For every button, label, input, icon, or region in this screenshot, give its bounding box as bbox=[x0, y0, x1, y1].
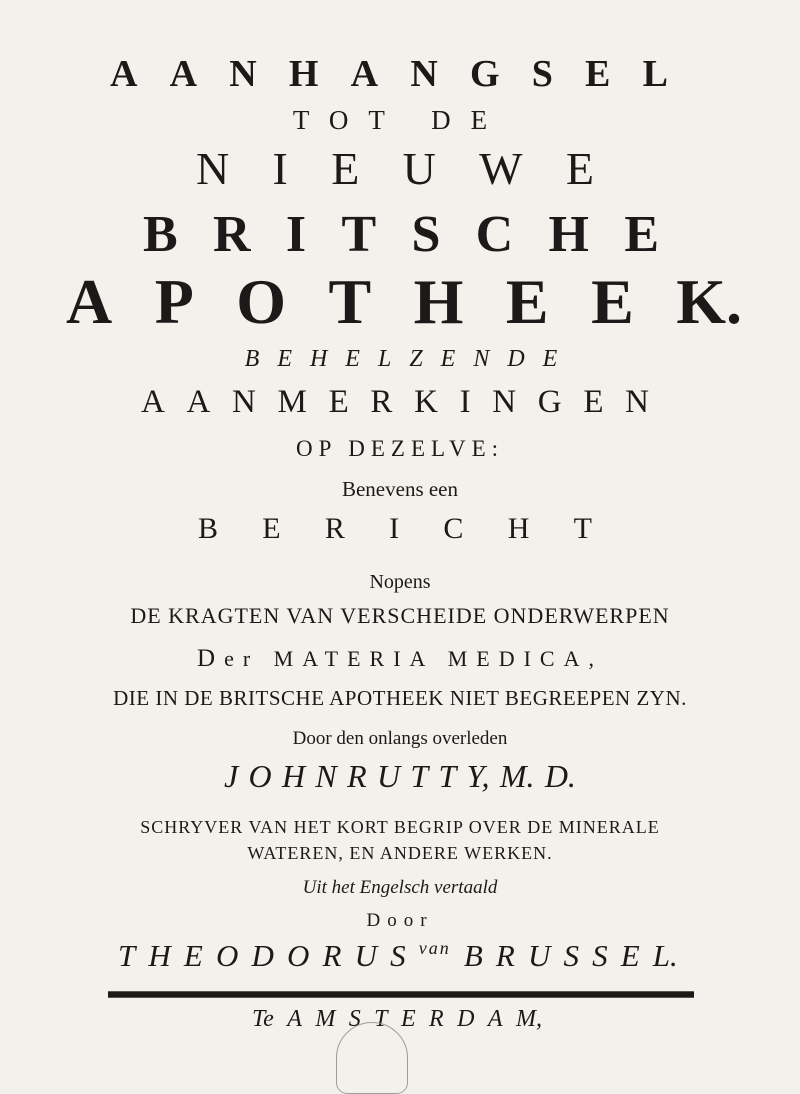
translator-last-letter: L. bbox=[652, 938, 678, 973]
translator-name bbox=[118, 938, 678, 974]
aanhangsel-letter: N bbox=[229, 53, 257, 95]
author-letter: R bbox=[347, 758, 367, 794]
translator-first-letter: U bbox=[354, 938, 377, 973]
translator-last-letter: R bbox=[495, 938, 515, 973]
imprint-place-letter: A bbox=[487, 1006, 503, 1032]
nieuwe-letter: W bbox=[479, 143, 523, 194]
translation-note: Uit het Engelsch vertaald bbox=[302, 877, 498, 898]
aanmerkingen-letter: A bbox=[186, 384, 211, 420]
apotheek-letter: T bbox=[328, 266, 372, 337]
imprint-place-letter: T bbox=[374, 1006, 388, 1032]
aanhangsel-letter: N bbox=[410, 53, 438, 95]
apotheek-letter: O bbox=[236, 266, 287, 337]
imprint-place-letter: Te bbox=[252, 1006, 274, 1032]
nieuwe-letter: E bbox=[565, 143, 594, 194]
bericht-letter: R bbox=[324, 512, 345, 545]
apotheek-letter: E bbox=[591, 266, 634, 337]
author-letter: H bbox=[281, 758, 306, 794]
author-letter: T bbox=[438, 758, 457, 794]
aanhangsel-letter: E bbox=[585, 53, 611, 95]
aanmerkingen-letter: N bbox=[492, 384, 517, 420]
subtitle-benevens: Benevens een bbox=[341, 477, 459, 501]
aanmerkingen-letter: K bbox=[414, 384, 438, 420]
translator-last-letter: S bbox=[563, 938, 579, 973]
britsche-letter: H bbox=[548, 206, 589, 263]
translator-last-letter: U bbox=[527, 938, 551, 973]
title-britsche bbox=[143, 205, 659, 264]
aanmerkingen-letter: E bbox=[583, 384, 604, 420]
bericht-letter: B bbox=[198, 512, 219, 545]
library-stamp bbox=[336, 1022, 408, 1094]
aanhangsel-letter: A bbox=[169, 53, 198, 95]
author-letter: M. bbox=[499, 758, 535, 794]
aanmerkingen-letter: A bbox=[141, 384, 165, 420]
author-intro: Door den onlangs overleden bbox=[292, 728, 508, 749]
aanhangsel-letter: L bbox=[642, 53, 668, 95]
subtitle-bericht bbox=[198, 512, 592, 546]
subtitle-materia-medica bbox=[0, 645, 800, 673]
imprint-place-letter: R bbox=[429, 1006, 444, 1032]
author-letter: D. bbox=[544, 758, 576, 794]
subtitle-kragten: DE KRAGTEN VAN VERSCHEIDE ONDERWERPEN bbox=[130, 603, 670, 628]
author-letter: O bbox=[248, 758, 272, 794]
aanhangsel-letter: S bbox=[531, 53, 553, 95]
materia-initial: D bbox=[197, 645, 225, 672]
translator-last-letter: S bbox=[592, 938, 608, 973]
author-letter: J bbox=[224, 758, 239, 794]
translator-last-letter: B bbox=[463, 938, 483, 973]
apotheek-letter: K. bbox=[676, 266, 742, 337]
author-letter: Y, bbox=[466, 758, 490, 794]
apotheek-letter: P bbox=[154, 266, 194, 337]
aanhangsel-letter: A bbox=[350, 53, 379, 95]
translator-first-letter: E bbox=[183, 938, 203, 973]
translator-first-letter: T bbox=[118, 938, 136, 973]
nieuwe-letter: N bbox=[196, 143, 230, 194]
title-aanhangsel bbox=[110, 52, 668, 96]
imprint-place-letter: M bbox=[315, 1006, 336, 1032]
bericht-letter: I bbox=[389, 512, 400, 545]
author-letter: N bbox=[315, 758, 337, 794]
translator-first-letter: H bbox=[148, 938, 171, 973]
title-tot-de: TOT DE bbox=[292, 105, 508, 135]
nieuwe-letter: U bbox=[402, 143, 436, 194]
translator-intro: Door bbox=[366, 910, 434, 931]
imprint-place-letter: D bbox=[457, 1006, 475, 1032]
aanhangsel-letter: G bbox=[469, 53, 500, 95]
aanhangsel-letter: A bbox=[110, 53, 138, 95]
aanmerkingen-letter: G bbox=[537, 384, 562, 420]
aanmerkingen-letter: N bbox=[232, 384, 256, 420]
imprint-place-letter: M, bbox=[515, 1006, 542, 1032]
nieuwe-letter: I bbox=[272, 143, 288, 194]
aanmerkingen-letter: N bbox=[625, 384, 649, 420]
bericht-letter: C bbox=[443, 512, 464, 545]
britsche-letter: E bbox=[624, 206, 659, 263]
translator-last-letter: E bbox=[620, 938, 640, 973]
britsche-letter: R bbox=[213, 206, 251, 263]
subtitle-die-in: DIE IN DE BRITSCHE APOTHEEK NIET BEGREEPEN ZYN. bbox=[113, 686, 687, 710]
apotheek-letter: A bbox=[66, 266, 113, 337]
britsche-letter: T bbox=[341, 206, 377, 263]
aanmerkingen-letter: E bbox=[328, 384, 349, 420]
britsche-letter: C bbox=[475, 206, 514, 263]
bericht-letter: T bbox=[573, 512, 592, 545]
subtitle-aanmerkingen bbox=[141, 384, 649, 421]
britsche-letter: B bbox=[143, 206, 178, 263]
translator-first-letter: D bbox=[251, 938, 274, 973]
britsche-letter: S bbox=[411, 206, 441, 263]
title-nieuwe bbox=[196, 142, 594, 195]
imprint-place-letter: E bbox=[400, 1006, 416, 1032]
subtitle-behelzende: BEHELZENDE bbox=[244, 346, 576, 372]
materia-medica-text: MATERIA MEDICA, bbox=[273, 646, 603, 671]
author-letter: T bbox=[410, 758, 429, 794]
nieuwe-letter: E bbox=[331, 143, 360, 194]
bericht-letter: E bbox=[262, 512, 281, 545]
aanmerkingen-letter: M bbox=[277, 384, 307, 420]
translator-first-letter: R bbox=[322, 938, 342, 973]
subtitle-op-dezelve: OP DEZELVE: bbox=[295, 436, 505, 461]
bericht-letter: H bbox=[507, 512, 530, 545]
imprint-place-letter: S bbox=[348, 1006, 361, 1032]
subtitle-nopens: Nopens bbox=[369, 571, 431, 593]
materia-der-rest: er bbox=[224, 646, 260, 671]
translator-first-letter: O bbox=[286, 938, 310, 973]
imprint-place bbox=[252, 1006, 542, 1033]
apotheek-letter: H bbox=[413, 266, 464, 337]
translator-first-letter: S bbox=[390, 938, 406, 973]
translator-van: van bbox=[418, 938, 451, 958]
translator-first-letter: O bbox=[215, 938, 239, 973]
britsche-letter: I bbox=[285, 206, 307, 263]
divider-rule bbox=[108, 991, 694, 998]
author-letter: U bbox=[376, 758, 401, 794]
author-credentials-2: WATEREN, EN ANDERE WERKEN. bbox=[247, 843, 553, 863]
aanmerkingen-letter: I bbox=[459, 384, 471, 420]
apotheek-letter: E bbox=[505, 266, 549, 337]
aanmerkingen-letter: R bbox=[370, 384, 393, 420]
title-apotheek bbox=[66, 265, 742, 339]
author-name bbox=[224, 758, 576, 795]
author-credentials-1: SCHRYVER VAN HET KORT BEGRIP OVER DE MINERALE bbox=[140, 817, 660, 837]
aanhangsel-letter: H bbox=[288, 53, 319, 95]
imprint-place-letter: A bbox=[287, 1006, 302, 1032]
